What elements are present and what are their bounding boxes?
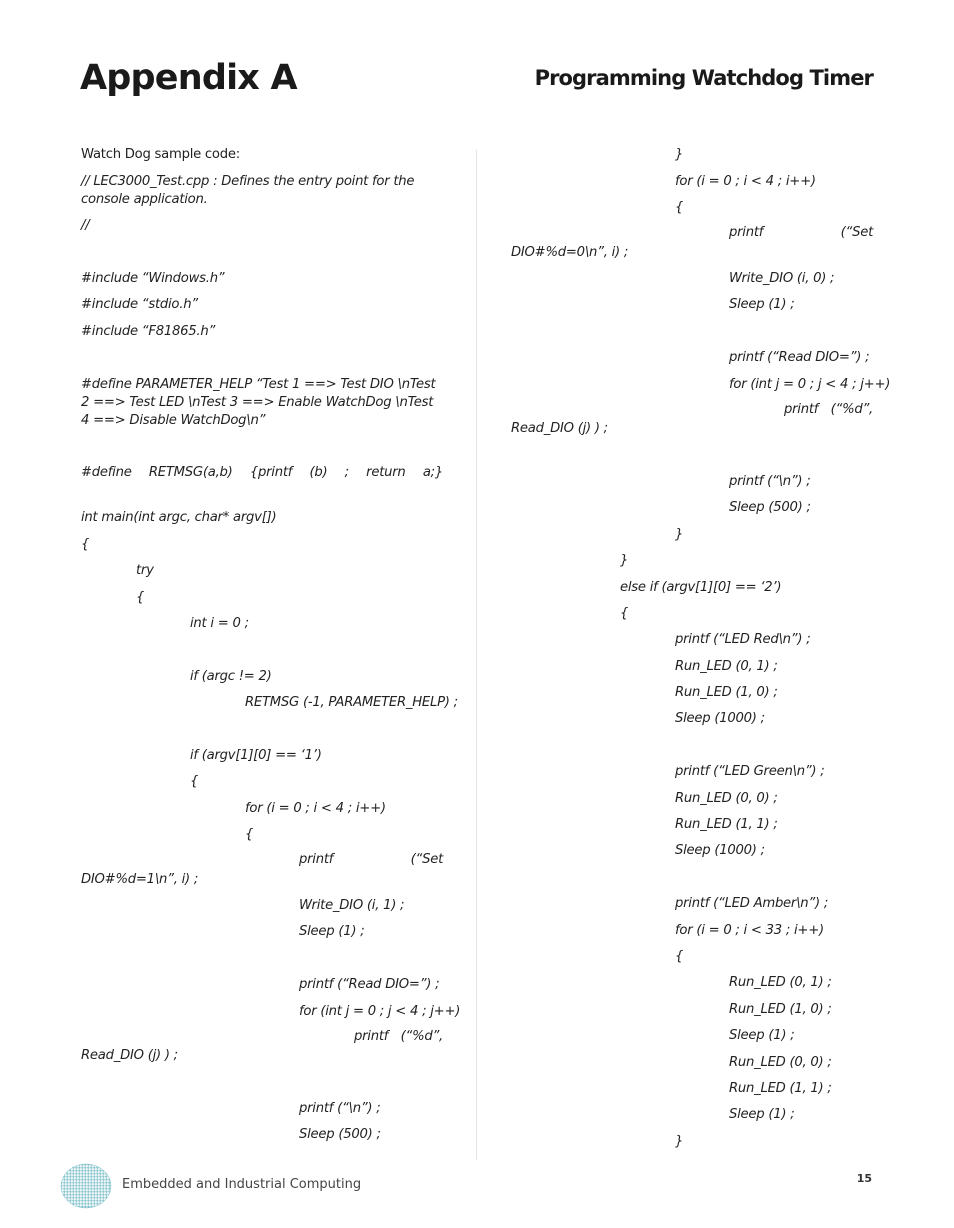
code-line: Run_LED (0, 0) ; <box>675 791 778 806</box>
code-line: int i = 0 ; <box>190 616 249 631</box>
code-token: (“%d”, <box>830 402 873 417</box>
code-line: Sleep (1) ; <box>729 1107 795 1122</box>
footer-company: Embedded and Industrial Computing <box>122 1177 362 1192</box>
code-line: printf (“LED Red\n”) ; <box>675 632 811 647</box>
code-line: Sleep (500) ; <box>729 500 811 515</box>
code-token: printf <box>729 225 764 240</box>
column-divider <box>476 150 477 1160</box>
code-line: Sleep (1) ; <box>729 1028 795 1043</box>
code-line: #include “stdio.h” <box>81 297 198 312</box>
code-line: #include “F81865.h” <box>81 324 216 339</box>
code-line: #include “Windows.h” <box>81 271 225 286</box>
code-line: Read_DIO (j) ) ; <box>511 421 608 436</box>
code-line: { <box>675 200 684 215</box>
code-token: printf <box>299 852 334 867</box>
code-line: { <box>190 774 199 789</box>
code-line-justified <box>354 1029 443 1044</box>
code-line: { <box>675 949 684 964</box>
code-line: } <box>675 527 684 542</box>
code-line: #define PARAMETER_HELP “Test 1 ==> Test DIO \nTest 2 ==> Test LED \nTest 3 ==> Enable WatchDog \nTest 4 ==> Disable WatchDog\n” <box>81 377 436 428</box>
code-token: return <box>366 465 406 480</box>
code-line: printf (“Read DIO=”) ; <box>299 977 440 992</box>
code-line: printf (“LED Green\n”) ; <box>675 764 825 779</box>
code-token: printf <box>784 402 819 417</box>
code-line: Sleep (1000) ; <box>675 843 765 858</box>
code-line: Write_DIO (i, 0) ; <box>729 271 835 286</box>
code-line: try <box>136 563 154 578</box>
code-line: for (i = 0 ; i < 4 ; i++) <box>675 174 816 189</box>
code-line: Write_DIO (i, 1) ; <box>299 898 405 913</box>
code-line: printf (“\n”) ; <box>299 1101 381 1116</box>
code-line: Run_LED (0, 0) ; <box>729 1055 832 1070</box>
code-line: for (int j = 0 ; j < 4 ; j++) <box>729 377 891 392</box>
code-line-justified <box>299 852 443 867</box>
section-title: Programming Watchdog Timer <box>534 66 873 90</box>
intro-text: Watch Dog sample code: <box>81 147 240 162</box>
page-title: Appendix A <box>80 58 297 98</box>
code-line: Run_LED (1, 1) ; <box>729 1081 832 1096</box>
code-line: Run_LED (1, 0) ; <box>675 685 778 700</box>
code-line: Run_LED (1, 1) ; <box>675 817 778 832</box>
code-line: { <box>245 827 254 842</box>
code-line: Read_DIO (j) ) ; <box>81 1048 178 1063</box>
code-token: (“Set <box>840 225 873 240</box>
code-line: for (int j = 0 ; j < 4 ; j++) <box>299 1004 461 1019</box>
code-line: for (i = 0 ; i < 4 ; i++) <box>245 801 386 816</box>
code-line: printf (“\n”) ; <box>729 474 811 489</box>
code-token: {printf <box>249 465 293 480</box>
code-token: a;} <box>422 465 443 480</box>
code-line-justified <box>729 225 873 240</box>
code-line: // LEC3000_Test.cpp : Defines the entry point for the console application. <box>81 174 415 207</box>
code-token: (“%d”, <box>400 1029 443 1044</box>
code-line: } <box>675 1134 684 1149</box>
code-line: DIO#%d=0\n”, i) ; <box>511 245 629 260</box>
code-token: #define <box>81 465 132 480</box>
code-line: Sleep (1) ; <box>299 924 365 939</box>
code-token: (“Set <box>410 852 443 867</box>
code-line: // <box>81 218 90 233</box>
code-line: DIO#%d=1\n”, i) ; <box>81 872 199 887</box>
code-token: RETMSG(a,b) <box>148 465 233 480</box>
code-line: if (argc != 2) <box>190 669 272 684</box>
code-line: else if (argv[1][0] == ‘2’) <box>620 580 782 595</box>
code-line: Run_LED (0, 1) ; <box>729 975 832 990</box>
code-line: Run_LED (1, 0) ; <box>729 1002 832 1017</box>
code-line: Run_LED (0, 1) ; <box>675 659 778 674</box>
code-line: } <box>620 553 629 568</box>
code-line: { <box>620 606 629 621</box>
code-token: ; <box>344 465 349 480</box>
code-line: for (i = 0 ; i < 33 ; i++) <box>675 923 824 938</box>
code-line: } <box>675 147 684 162</box>
code-line: printf (“LED Amber\n”) ; <box>675 896 829 911</box>
code-line: Sleep (1000) ; <box>675 711 765 726</box>
code-line: Sleep (500) ; <box>299 1127 381 1142</box>
code-line-justified <box>81 465 443 480</box>
code-line: { <box>136 590 145 605</box>
page-number: 15 <box>856 1172 872 1185</box>
code-line-justified <box>784 402 873 417</box>
code-line: if (argv[1][0] == ‘1’) <box>190 748 322 763</box>
code-line: printf (“Read DIO=”) ; <box>729 350 870 365</box>
code-token: printf <box>354 1029 389 1044</box>
company-logo-icon <box>60 1163 112 1209</box>
code-line: int main(int argc, char* argv[]) <box>81 510 277 525</box>
code-line: Sleep (1) ; <box>729 297 795 312</box>
code-line: RETMSG (-1, PARAMETER_HELP) ; <box>245 695 458 710</box>
code-token: (b) <box>309 465 328 480</box>
code-line: { <box>81 537 90 552</box>
